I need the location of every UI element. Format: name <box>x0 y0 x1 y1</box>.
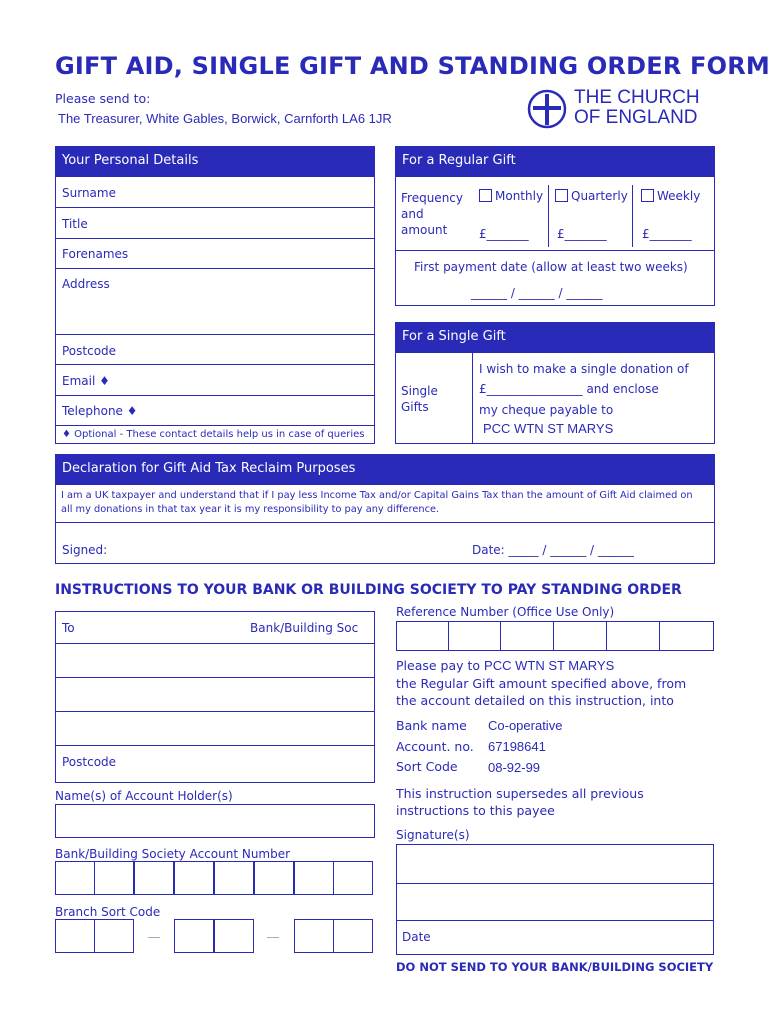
signed-label: Signed: <box>62 543 108 557</box>
postcode-field[interactable] <box>140 336 370 363</box>
bank-postcode-label: Postcode <box>62 755 117 769</box>
quarterly-checkbox[interactable] <box>555 189 568 202</box>
signature-field-2[interactable] <box>398 885 712 919</box>
sort-code-digit[interactable] <box>214 919 254 953</box>
account-number-digit[interactable] <box>214 861 254 895</box>
surname-field[interactable] <box>140 178 370 206</box>
account-no-value: 67198641 <box>488 739 546 754</box>
sort-code-digit[interactable] <box>55 919 95 953</box>
single-gift-payee: PCC WTN ST MARYS <box>483 421 614 436</box>
account-number-digit[interactable] <box>94 861 134 895</box>
logo-line-1: THE CHURCH <box>574 87 700 108</box>
weekly-amount[interactable]: £_______ <box>642 227 692 241</box>
account-number-digit[interactable] <box>254 861 294 895</box>
declaration-date[interactable]: Date: _____ / ______ / ______ <box>472 543 634 557</box>
supersedes-line-2: instructions to this payee <box>396 803 555 818</box>
quarterly-amount[interactable]: £_______ <box>557 227 607 241</box>
single-gifts-label: Single <box>401 384 438 398</box>
declaration-signature-field[interactable] <box>115 530 455 560</box>
telephone-label: Telephone ♦ <box>62 404 138 418</box>
please-pay-line-2: the Regular Gift amount specified above, from <box>396 676 687 691</box>
bank-address-line-1[interactable] <box>57 645 373 676</box>
single-gift-amount[interactable]: £________________ and enclose <box>479 382 659 396</box>
account-number-digit[interactable] <box>294 861 334 895</box>
account-number-digit[interactable] <box>55 861 95 895</box>
account-holders-label: Name(s) of Account Holder(s) <box>55 789 233 803</box>
account-number-digit[interactable] <box>333 861 373 895</box>
sort-code-dash <box>267 937 279 938</box>
telephone-field[interactable] <box>140 397 370 424</box>
single-gift-heading: For a Single Gift <box>395 322 715 352</box>
first-payment-label: First payment date (allow at least two weeks) <box>414 260 688 274</box>
forenames-field[interactable] <box>140 240 370 267</box>
church-cross-icon <box>526 88 568 130</box>
account-no-label: Account. no. <box>396 739 474 754</box>
sort-code-payee-label: Sort Code <box>396 759 458 774</box>
reference-cell[interactable] <box>606 621 660 651</box>
regular-gift-heading: For a Regular Gift <box>395 146 715 176</box>
title-label: Title <box>62 217 88 231</box>
sort-code-digit[interactable] <box>333 919 373 953</box>
declaration-text-1: I am a UK taxpayer and understand that if I pay less Income Tax and/or Capital Gains Tax than the amount of Gift Aid claimed on <box>61 490 693 501</box>
reference-cell[interactable] <box>659 621 714 651</box>
declaration-heading: Declaration for Gift Aid Tax Reclaim Purposes <box>55 454 715 484</box>
forenames-label: Forenames <box>62 247 129 261</box>
please-pay-line-3: the account detailed on this instruction, into <box>396 693 674 708</box>
send-to-label: Please send to: <box>55 91 151 106</box>
monthly-amount[interactable]: £_______ <box>479 227 529 241</box>
reference-label: Reference Number (Office Use Only) <box>396 605 615 619</box>
sort-code-digit[interactable] <box>294 919 334 953</box>
reference-cell[interactable] <box>396 621 449 651</box>
account-number-label: Bank/Building Society Account Number <box>55 847 291 861</box>
bank-date-label: Date <box>402 930 431 944</box>
sort-code-dash <box>148 937 160 938</box>
form-title: GIFT AID, SINGLE GIFT AND STANDING ORDER FORM <box>55 52 770 80</box>
postcode-label: Postcode <box>62 344 117 358</box>
account-holders-field[interactable] <box>55 804 375 838</box>
signatures-label: Signature(s) <box>396 828 470 842</box>
email-field[interactable] <box>140 366 370 394</box>
sort-code-digit[interactable] <box>94 919 134 953</box>
reference-cell[interactable] <box>500 621 554 651</box>
to-label: To <box>62 621 75 635</box>
church-of-england-logo <box>526 86 716 132</box>
weekly-option[interactable]: Weekly <box>641 189 700 203</box>
title-field[interactable] <box>140 209 370 237</box>
single-gift-line-3: my cheque payable to <box>479 403 614 417</box>
please-pay-payee: PCC WTN ST MARYS <box>484 658 615 673</box>
monthly-option[interactable]: Monthly <box>479 189 543 203</box>
bank-date-field[interactable] <box>440 922 712 954</box>
do-not-send-note: DO NOT SEND TO YOUR BANK/BUILDING SOCIETY <box>396 960 714 974</box>
reference-cell[interactable] <box>553 621 607 651</box>
bank-instructions-heading: INSTRUCTIONS TO YOUR BANK OR BUILDING SOCIETY TO PAY STANDING ORDER <box>55 582 682 598</box>
please-pay-line-1: Please pay to PCC WTN ST MARYS <box>396 658 615 673</box>
reference-cell[interactable] <box>448 621 501 651</box>
declaration-text-2: all my donations in that tax year it is my responsibility to pay any difference. <box>61 504 440 515</box>
first-payment-date[interactable]: ______ / ______ / ______ <box>471 286 603 300</box>
single-gift-line-1: I wish to make a single donation of <box>479 362 689 376</box>
sort-code-digit[interactable] <box>174 919 214 953</box>
surname-label: Surname <box>62 186 116 200</box>
email-label: Email ♦ <box>62 374 110 388</box>
weekly-checkbox[interactable] <box>641 189 654 202</box>
account-number-digit[interactable] <box>134 861 174 895</box>
frequency-label-amount: amount <box>401 223 448 237</box>
quarterly-option[interactable]: Quarterly <box>555 189 628 203</box>
bank-soc-label: Bank/Building Soc <box>250 621 359 635</box>
supersedes-line-1: This instruction supersedes all previous <box>396 786 644 801</box>
monthly-checkbox[interactable] <box>479 189 492 202</box>
optional-note: ♦ Optional - These contact details help us in case of queries <box>62 429 365 440</box>
single-gifts-label-2: Gifts <box>401 400 429 414</box>
bank-address-line-3[interactable] <box>57 713 373 744</box>
bank-address-line-2[interactable] <box>57 679 373 710</box>
account-number-digit[interactable] <box>174 861 214 895</box>
address-field[interactable] <box>140 270 370 333</box>
frequency-label: Frequency <box>401 191 463 205</box>
address-label: Address <box>62 277 110 291</box>
frequency-label-and: and <box>401 207 424 221</box>
logo-line-2: OF ENGLAND <box>574 107 698 128</box>
sort-code-payee-value: 08-92-99 <box>488 760 541 775</box>
personal-details-heading: Your Personal Details <box>55 146 375 176</box>
signature-field-1[interactable] <box>398 846 712 882</box>
sort-code-label: Branch Sort Code <box>55 905 161 919</box>
bank-name-value: Co-operative <box>488 718 563 733</box>
send-to-address: The Treasurer, White Gables, Borwick, Carnforth LA6 1JR <box>58 111 392 126</box>
bank-name-label: Bank name <box>396 718 467 733</box>
